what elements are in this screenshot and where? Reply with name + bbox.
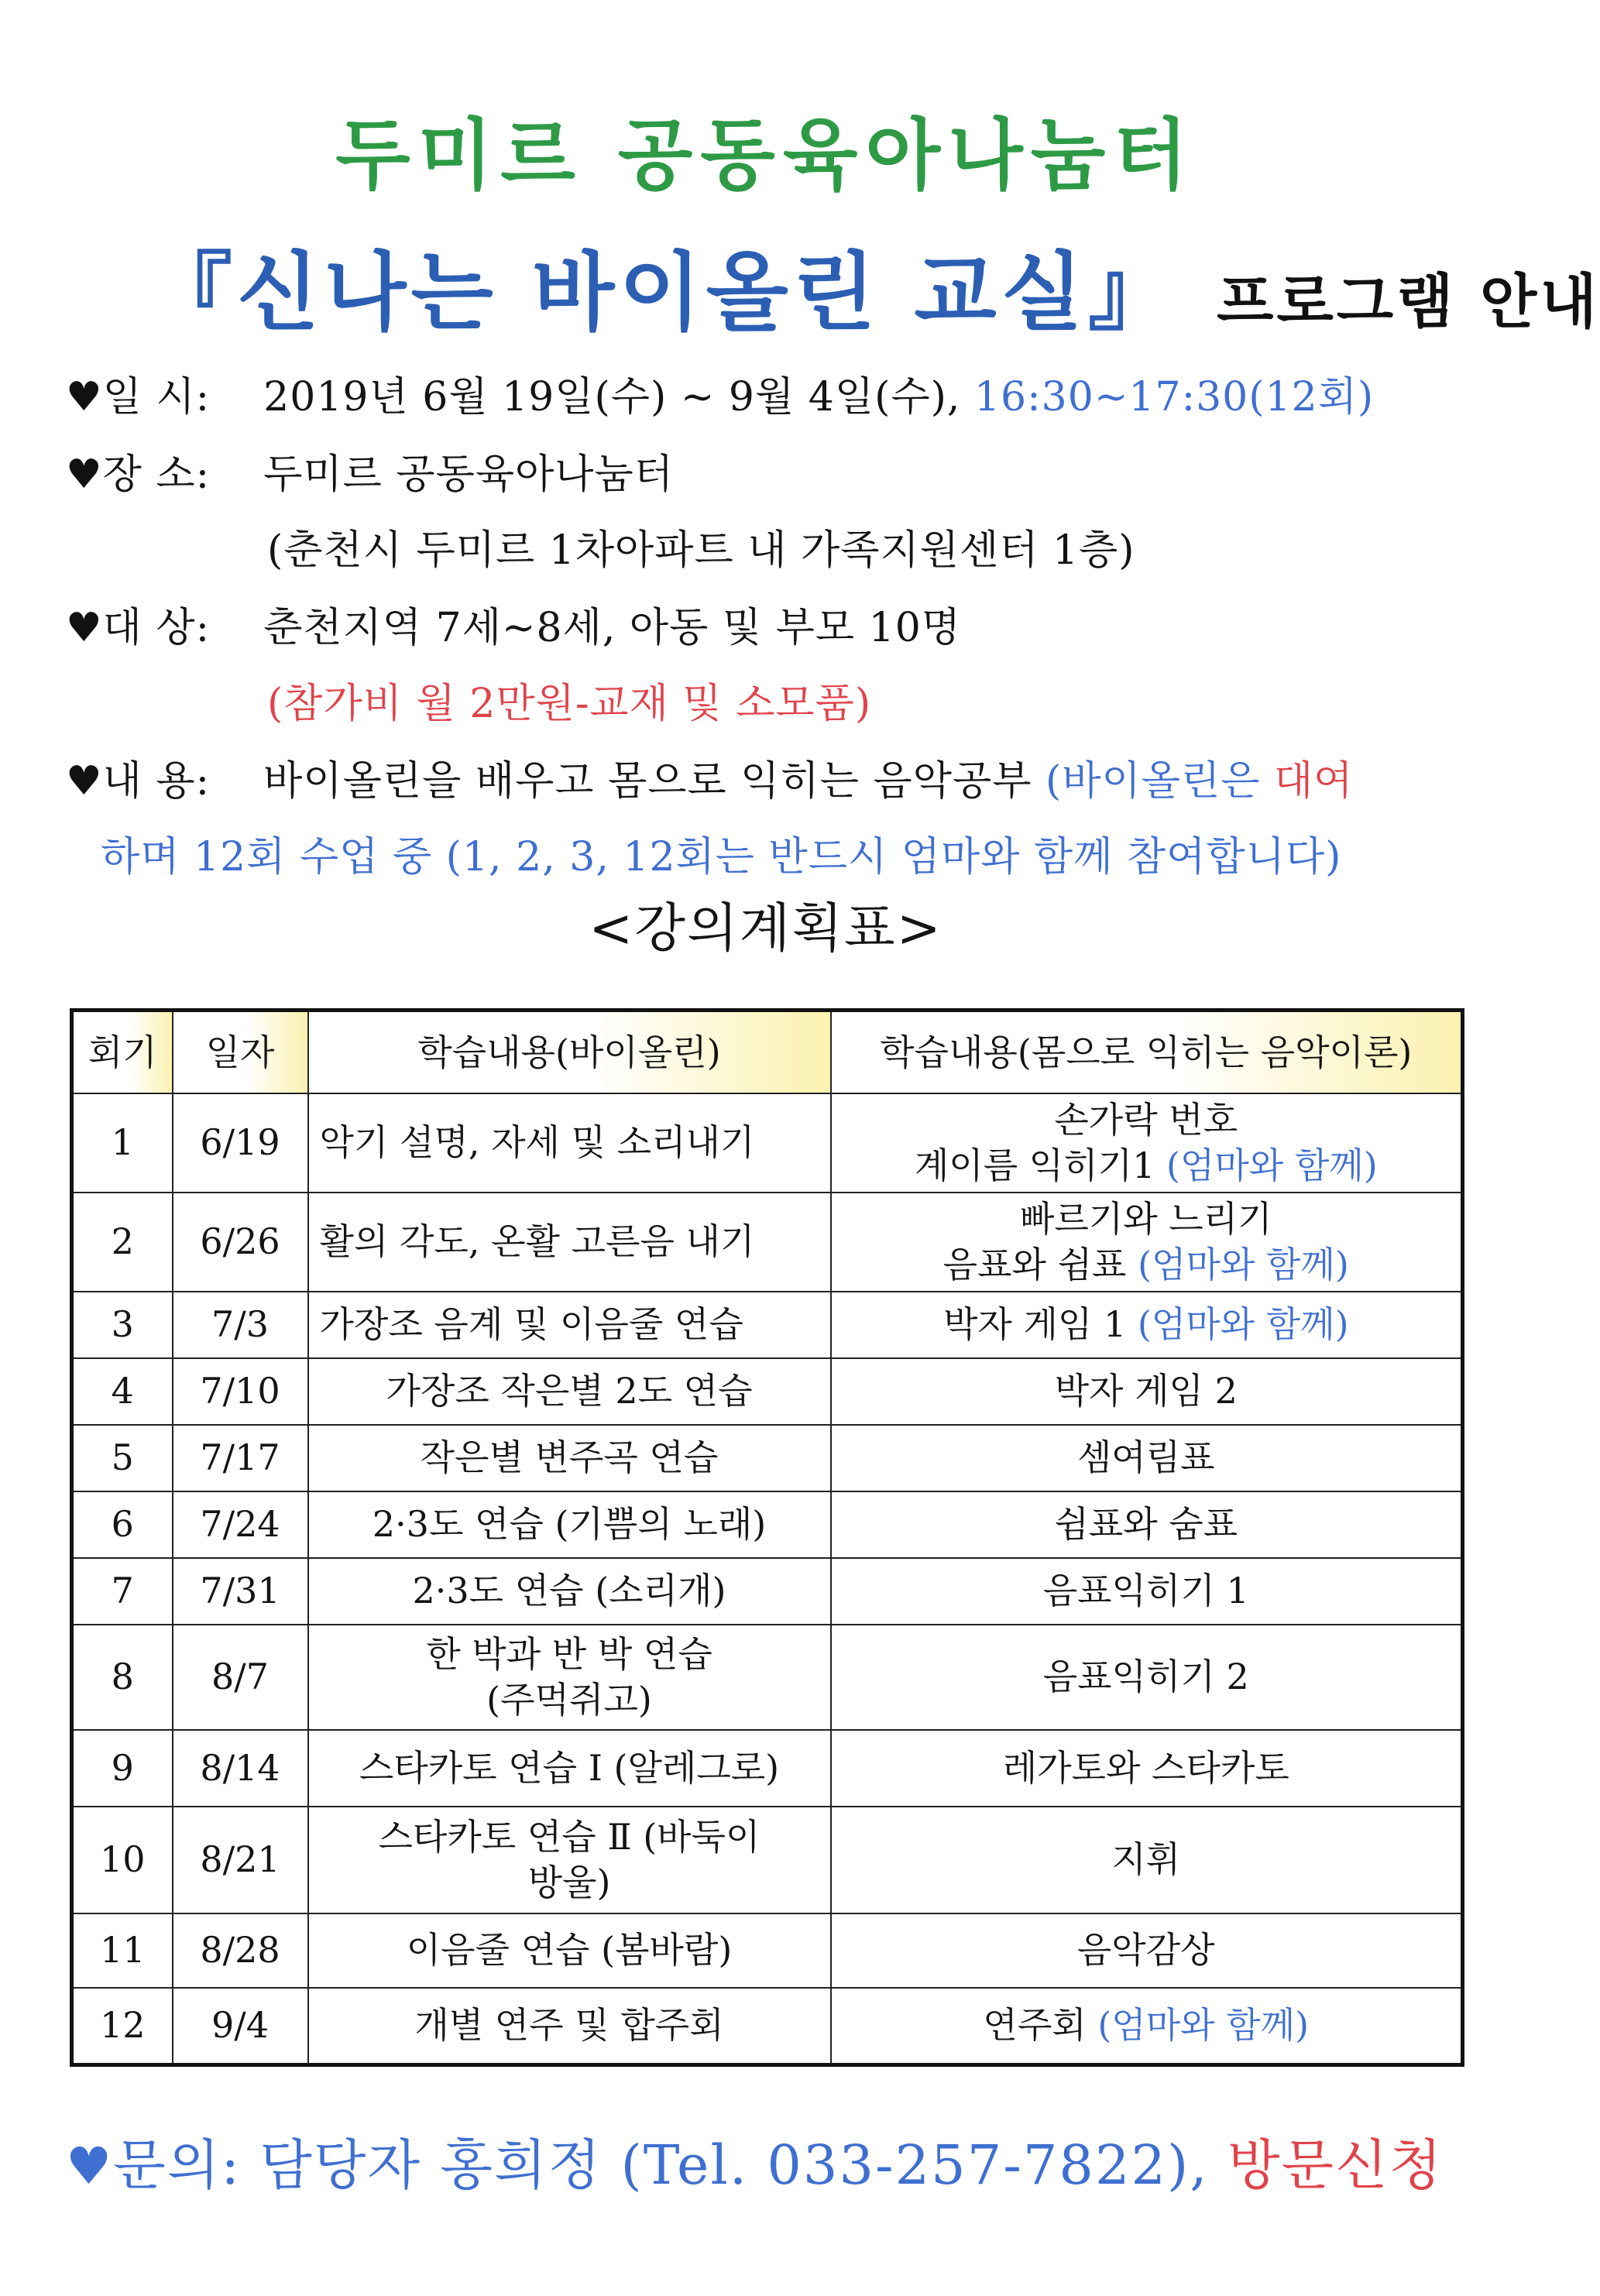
- table-row: [72, 1491, 1463, 1558]
- heart-icon: ♥: [66, 758, 103, 805]
- heart-icon: ♥: [66, 374, 103, 420]
- content-label: 내 용:: [102, 758, 211, 805]
- header-theory: 학습내용(몸으로 익히는 음악이론): [831, 1011, 1463, 1094]
- content-note-end: 하며 12회 수업 중 (1, 2, 3, 12회는 반드시 엄마와 함께 참여합니다): [101, 834, 1342, 880]
- table-row: [72, 1193, 1463, 1292]
- content-rental: 대여: [1273, 758, 1354, 805]
- table-row: [72, 1358, 1463, 1425]
- contact-line: [66, 2122, 1443, 2200]
- theory-line: 박자 게임 1: [942, 1303, 1127, 1346]
- theory-line: 계이름 익히기1: [914, 1144, 1155, 1186]
- session-cell: 11: [72, 1913, 173, 1988]
- place-detail: (춘천시 두미르 1차아파트 내 가족지원센터 1층): [267, 527, 1135, 574]
- date-cell: 8/7: [173, 1625, 308, 1730]
- session-cell: 2: [72, 1193, 173, 1292]
- schedule-text: 2019년 6월 19일(수) ~ 9월 4일(수),: [263, 374, 961, 420]
- session-cell: 10: [72, 1807, 173, 1913]
- target-label: 대 상:: [102, 605, 211, 651]
- schedule-table: [70, 1008, 1464, 2067]
- with-mom-note: (엄마와 함께): [1137, 1303, 1349, 1346]
- table-row: [72, 1913, 1463, 1988]
- header-session: 회기: [72, 1011, 173, 1094]
- violin-cell: 활의 각도, 온활 고른음 내기: [308, 1193, 831, 1292]
- table-header-row: [72, 1011, 1463, 1094]
- date-cell: 7/24: [173, 1491, 308, 1558]
- contact-text: 담당자 홍희정 (Tel. 033-257-7822),: [259, 2133, 1209, 2197]
- theory-line: 손가락 번호: [1054, 1099, 1238, 1141]
- content-text: 바이올린을 배우고 몸으로 익히는 음악공부: [263, 758, 1032, 805]
- violin-line: 한 박과 반 박 연습: [426, 1632, 712, 1675]
- date-cell: 6/19: [173, 1093, 308, 1193]
- session-cell: 8: [72, 1625, 173, 1730]
- violin-cell: 가장조 음계 및 이음줄 연습: [308, 1292, 831, 1358]
- theory-cell: 지휘: [831, 1807, 1463, 1913]
- heart-icon: ♥: [66, 451, 103, 498]
- schedule-label: 일 시:: [102, 374, 211, 420]
- violin-cell: 작은별 변주곡 연습: [308, 1425, 831, 1491]
- table-row: [72, 1558, 1463, 1625]
- session-cell: 5: [72, 1425, 173, 1491]
- theory-cell: 박자 게임 2: [831, 1358, 1463, 1425]
- date-cell: 7/3: [173, 1292, 308, 1358]
- theory-cell: 레가토와 스타카토: [831, 1730, 1463, 1807]
- theory-cell: 음표익히기 1: [831, 1558, 1463, 1625]
- violin-cell: 이음줄 연습 (봄바람): [308, 1913, 831, 1988]
- with-mom-note: (엄마와 함께): [1166, 1144, 1378, 1186]
- date-cell: 8/14: [173, 1730, 308, 1807]
- violin-cell: 가장조 작은별 2도 연습: [308, 1358, 831, 1425]
- place-text: 두미르 공동육아나눔터: [263, 451, 675, 498]
- violin-line: 방울): [527, 1861, 611, 1903]
- program-suffix: 프로그램 안내: [1216, 267, 1600, 336]
- with-mom-note: (엄마와 함께): [1138, 1243, 1349, 1285]
- content-line: [66, 748, 1353, 806]
- violin-cell: 개별 연주 및 합주회: [308, 1988, 831, 2065]
- date-cell: 8/21: [173, 1807, 308, 1913]
- date-cell: 8/28: [173, 1913, 308, 1988]
- contact-label: 문의:: [113, 2133, 241, 2197]
- theory-cell: [831, 1193, 1463, 1292]
- violin-line: 스타카토 연습 Ⅱ (바둑이: [378, 1815, 761, 1858]
- session-cell: 12: [72, 1988, 173, 2065]
- violin-cell: 스타카토 연습 Ⅰ (알레그로): [308, 1730, 831, 1807]
- theory-line: 연주회: [983, 2004, 1087, 2047]
- table-row: [72, 1625, 1463, 1730]
- table-row: [72, 1807, 1463, 1913]
- fee-note: (참가비 월 2만원-교재 및 소모품): [267, 681, 872, 727]
- program-name: 『신나는 바이올린 교실』: [147, 243, 1178, 342]
- session-cell: 4: [72, 1358, 173, 1425]
- theory-cell: 음악감상: [831, 1913, 1463, 1988]
- date-cell: 9/4: [173, 1988, 308, 2065]
- with-mom-note: (엄마와 함께): [1097, 2004, 1310, 2047]
- theory-cell: [831, 1093, 1463, 1193]
- violin-cell: [308, 1625, 831, 1730]
- violin-cell: 2·3도 연습 (소리개): [308, 1558, 831, 1625]
- session-cell: 7: [72, 1558, 173, 1625]
- theory-cell: [831, 1292, 1463, 1358]
- table-row: [72, 1425, 1463, 1491]
- content-note-start: (바이올린은: [1045, 758, 1261, 805]
- violin-cell: 악기 설명, 자세 및 소리내기: [308, 1093, 831, 1193]
- date-cell: 7/31: [173, 1558, 308, 1625]
- date-cell: 7/17: [173, 1425, 308, 1491]
- session-cell: 1: [72, 1093, 173, 1193]
- heart-icon: ♥: [66, 605, 103, 651]
- theory-cell: 쉼표와 숨표: [831, 1491, 1463, 1558]
- violin-cell: 2·3도 연습 (기쁨의 노래): [308, 1491, 831, 1558]
- header-violin: 학습내용(바이올린): [308, 1011, 831, 1094]
- schedule-time: 16:30~17:30(12회): [973, 374, 1375, 420]
- violin-cell: [308, 1807, 831, 1913]
- plan-title: <강의계획표>: [589, 898, 942, 959]
- place-label: 장 소:: [102, 451, 211, 498]
- violin-line: (주먹쥐고): [486, 1678, 652, 1721]
- table-row: [72, 1730, 1463, 1807]
- target-text: 춘천지역 7세~8세, 아동 및 부모 10명: [263, 605, 962, 651]
- program-title: [147, 225, 1600, 347]
- theory-cell: [831, 1988, 1463, 2065]
- session-cell: 3: [72, 1292, 173, 1358]
- session-cell: 6: [72, 1491, 173, 1558]
- date-cell: 6/26: [173, 1193, 308, 1292]
- theory-line: 빠르기와 느리기: [1019, 1197, 1272, 1240]
- table-row: [72, 1292, 1463, 1358]
- target-line: [66, 595, 961, 653]
- theory-cell: 셈여림표: [831, 1425, 1463, 1491]
- schedule-line: [66, 364, 1374, 422]
- session-cell: 9: [72, 1730, 173, 1807]
- place-line: [66, 441, 674, 499]
- theory-cell: 음표익히기 2: [831, 1625, 1463, 1730]
- visit-request: 방문신청: [1227, 2133, 1444, 2197]
- table-row: [72, 1093, 1463, 1193]
- theory-line: 음표와 쉼표: [942, 1243, 1127, 1285]
- date-cell: 7/10: [173, 1358, 308, 1425]
- main-title: 두미르 공동육아나눔터: [335, 110, 1196, 201]
- heart-icon: ♥: [66, 2136, 114, 2196]
- table-row: [72, 1988, 1463, 2065]
- header-date: 일자: [173, 1011, 308, 1094]
